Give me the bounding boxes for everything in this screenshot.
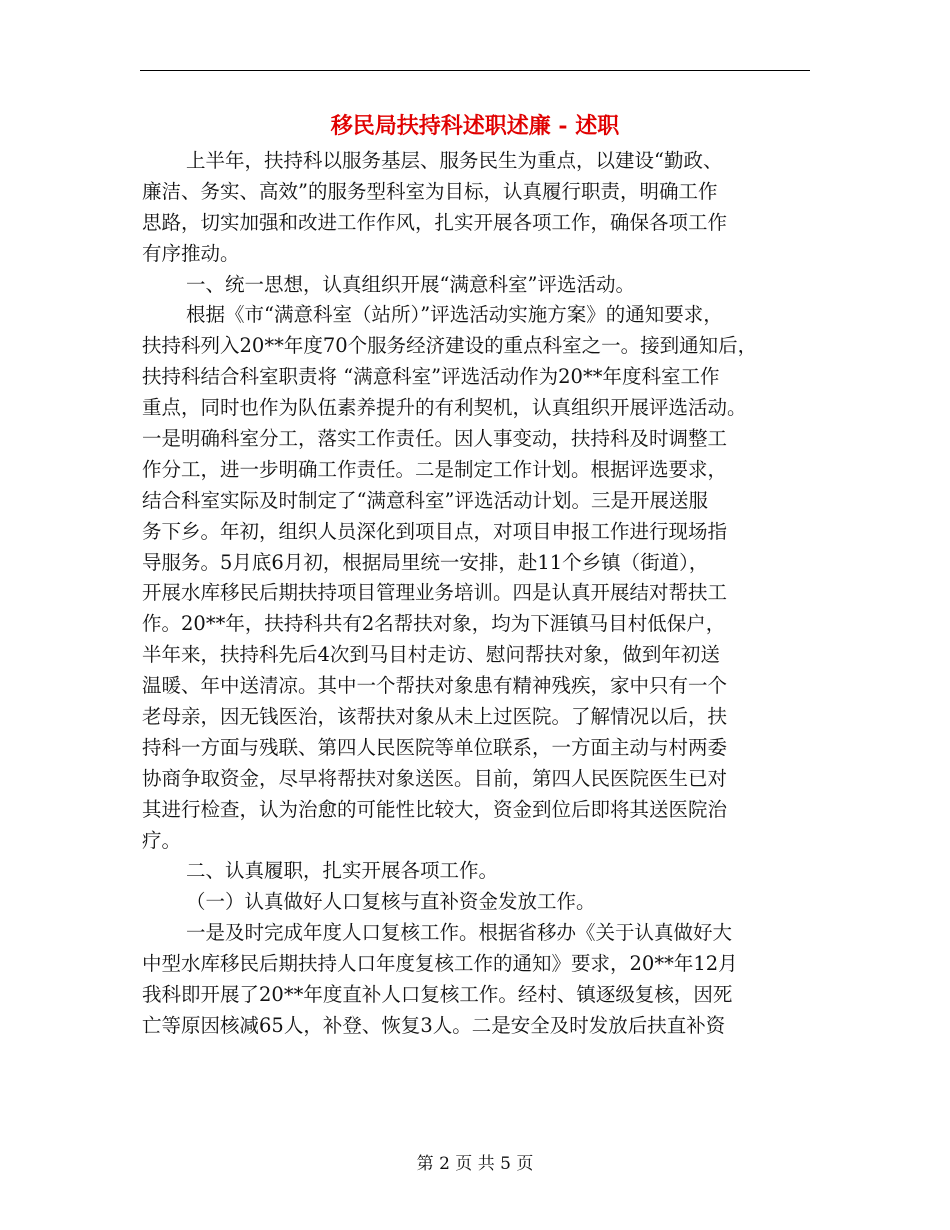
text-line: 思路，切实加强和改进工作作风，扎实开展各项工作，确保各项工作 xyxy=(142,210,728,234)
text-line: 协商争取资金，尽早将帮扶对象送医。目前，第四人民医院医生已对 xyxy=(142,766,728,790)
text-line: 其进行检查，认为治愈的可能性比较大，资金到位后即将其送医院治 xyxy=(142,797,728,821)
document-title: 移民局扶持科述职述廉 - 述职 xyxy=(330,113,620,139)
text-line: 廉洁、务实、高效”的服务型科室为目标，认真履行职责，明确工作 xyxy=(142,179,718,203)
text-line: 一是明确科室分工，落实工作责任。因人事变动，扶持科及时调整工 xyxy=(142,427,728,451)
text-line: 导服务。5月底6月初，根据局里统一安排，赴11个乡镇（街道）， xyxy=(142,550,709,574)
text-line: 扶持科列入20**年度70个服务经济建设的重点科室之一。接到通知后， xyxy=(142,334,758,358)
text-line: （一）认真做好人口复核与直补资金发放工作。 xyxy=(186,890,596,914)
document-body xyxy=(142,146,822,1042)
text-line: 温暖、年中送清凉。其中一个帮扶对象患有精神残疾，家中只有一个 xyxy=(142,674,728,698)
text-line: 结合科室实际及时制定了“满意科室”评选活动计划。三是开展送服 xyxy=(142,488,708,512)
header-rule xyxy=(140,70,810,71)
text-line: 开展水库移民后期扶持项目管理业务培训。四是认真开展结对帮扶工 xyxy=(142,581,728,605)
text-line: 一、统一思想，认真组织开展“满意科室”评选活动。 xyxy=(186,272,635,296)
text-line: 作。20**年，扶持科共有2名帮扶对象，均为下涯镇马目村低保户， xyxy=(142,612,726,636)
text-line: 一是及时完成年度人口复核工作。根据省移办《关于认真做好大 xyxy=(186,921,733,945)
text-line: 有序推动。 xyxy=(142,241,240,265)
text-line: 根据《市“满意科室（站所）”评选活动实施方案》的通知要求， xyxy=(186,303,723,327)
text-line: 亡等原因核减65人，补登、恢复3人。二是安全及时发放后扶直补资 xyxy=(142,1013,726,1037)
text-line: 二、认真履职，扎实开展各项工作。 xyxy=(186,859,499,883)
text-line: 扶持科结合科室职责将 “满意科室”评选活动作为20**年度科室工作 xyxy=(142,365,720,389)
text-line: 持科一方面与残联、第四人民医院等单位联系，一方面主动与村两委 xyxy=(142,735,728,759)
text-line: 上半年，扶持科以服务基层、服务民生为重点，以建设“勤政、 xyxy=(186,149,723,172)
text-line: 我科即开展了20**年度直补人口复核工作。经村、镇逐级复核，因死 xyxy=(142,983,733,1007)
text-line: 作分工，进一步明确工作责任。二是制定工作计划。根据评选要求， xyxy=(142,457,728,481)
text-line: 重点，同时也作为队伍素养提升的有利契机，认真组织开展评选活动。 xyxy=(142,396,747,420)
text-line: 中型水库移民后期扶持人口年度复核工作的通知》要求，20**年12月 xyxy=(142,952,738,976)
text-line: 务下乡。年初，组织人员深化到项目点，对项目申报工作进行现场指 xyxy=(142,519,728,543)
text-line: 疗。 xyxy=(142,828,182,852)
page-footer: 第 2 页 共 5 页 xyxy=(416,1154,534,1174)
text-line: 半年来，扶持科先后4次到马目村走访、慰问帮扶对象，做到年初送 xyxy=(142,643,720,667)
text-line: 老母亲，因无钱医治，该帮扶对象从未上过医院。了解情况以后，扶 xyxy=(142,705,728,729)
